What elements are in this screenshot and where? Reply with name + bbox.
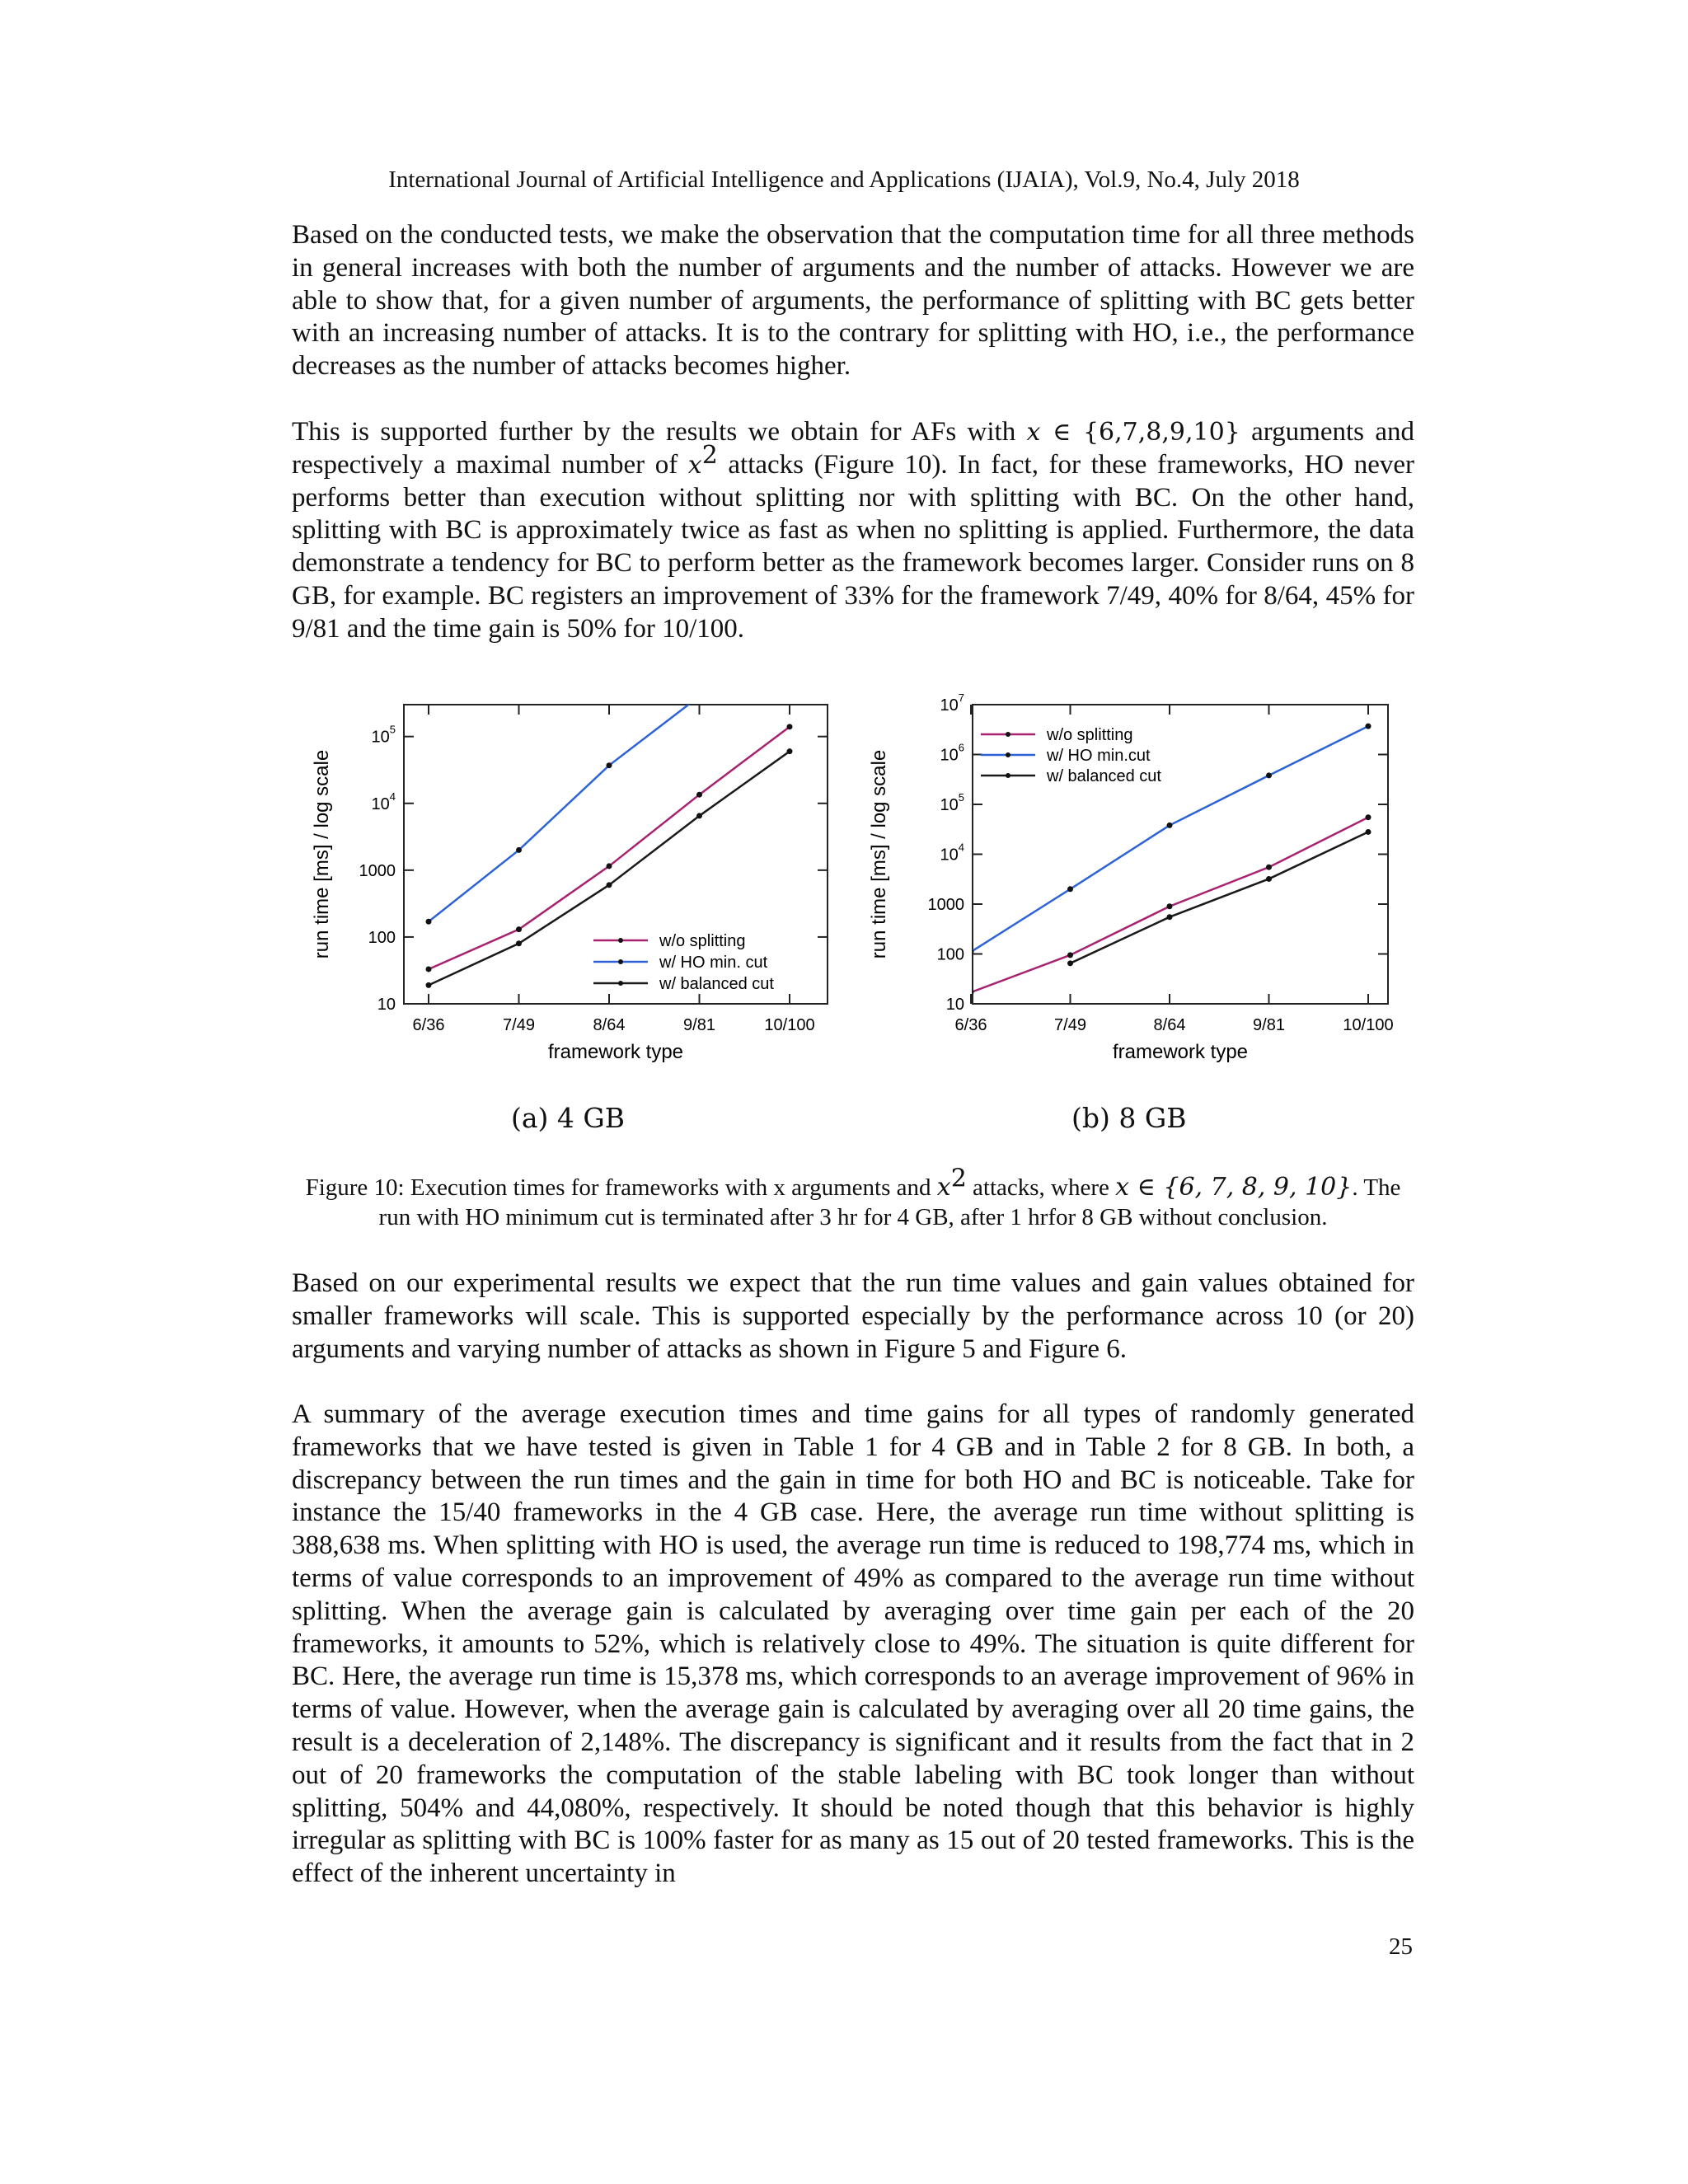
x-tick-label: 7/49 <box>503 1016 535 1034</box>
journal-header: International Journal of Artificial Intelligence and Applications (IJAIA), Vol.9, No.4, July 2018 <box>388 166 1300 193</box>
data-point <box>1266 876 1272 882</box>
caption-text-a: Figure 10: Execution times for frameworks with x arguments and <box>305 1174 937 1201</box>
data-point <box>696 693 702 699</box>
legend-marker <box>1006 732 1010 737</box>
figure-caption <box>292 1164 1414 1232</box>
data-point <box>1067 952 1073 958</box>
data-point <box>607 762 612 768</box>
caption-text-c: . The run with HO minimum cut is terminated after 3 hr for 4 GB, after 1 hrfor 8 GB without conclusion. <box>378 1174 1401 1230</box>
subcaption-a: (a) 4 GB <box>511 1102 626 1134</box>
x-axis-label: framework type <box>1112 1041 1249 1063</box>
legend-label: w/ HO min. cut <box>659 954 768 972</box>
y-tick-label: $10^5$ <box>371 723 396 747</box>
subcaption-b: (b) 8 GB <box>1071 1102 1187 1134</box>
y-tick-label: $10^4$ <box>371 790 396 813</box>
x-tick-label: 9/81 <box>683 1016 715 1034</box>
data-point <box>1266 772 1272 778</box>
data-point <box>426 966 432 972</box>
x-tick-label: 9/81 <box>1253 1016 1285 1034</box>
series-group <box>968 724 1372 996</box>
y-tick-exponent: 5 <box>958 791 964 804</box>
data-point <box>426 982 432 988</box>
y-tick-label: 100 <box>368 928 396 947</box>
data-point <box>1167 903 1173 909</box>
legend-label: w/ balanced cut <box>1047 767 1161 785</box>
legend-label: w/ HO min.cut <box>1047 747 1151 765</box>
x-tick-label: 8/64 <box>593 1016 626 1034</box>
x-tick-label: 10/100 <box>764 1016 815 1034</box>
data-point <box>516 940 522 946</box>
legend-label: w/ balanced cut <box>659 975 774 993</box>
x-axis-label: framework type <box>547 1041 684 1063</box>
series-line-w-ho-min-cut <box>429 696 700 921</box>
caption-math-exponent: 2 <box>950 1164 967 1193</box>
series-line-w-balanced-cut <box>1071 832 1369 963</box>
paragraph-2-text-a: This is supported further by the results we obtain for AFs with <box>292 417 1027 447</box>
data-point <box>696 813 702 818</box>
data-point <box>787 748 793 754</box>
y-tick-label: 1000 <box>927 896 964 914</box>
data-point <box>1067 886 1073 892</box>
data-point <box>607 882 612 888</box>
legend-label: w/o splitting <box>1047 726 1133 744</box>
data-point <box>1366 829 1372 835</box>
legend-marker <box>618 981 623 986</box>
y-tick-exponent: 5 <box>389 723 396 736</box>
caption-math-set: x ∈ {6, 7, 8, 9, 10} <box>1115 1173 1353 1202</box>
math-exponent: 2 <box>701 440 718 470</box>
math-x: x <box>1026 418 1041 447</box>
y-axis-label: run time [ms] / log scale <box>868 749 890 959</box>
data-point <box>1366 814 1372 820</box>
paragraph-2 <box>292 416 1414 646</box>
data-point <box>787 724 793 729</box>
y-tick-label: 10 <box>377 996 396 1014</box>
data-point <box>516 926 522 932</box>
paragraph-2-text-b: arguments and respectively a maximal number of <box>292 417 1414 480</box>
y-tick-label: 100 <box>936 945 964 964</box>
x-tick-label: 8/64 <box>1153 1016 1186 1034</box>
data-point <box>1067 960 1073 966</box>
paragraph-3: Based on our experimental results we expect that the run time values and gain values obtained for smaller frameworks will scale. This is supported especially by the performance across 10 (or 20) arguments and varying number of attacks as shown in Figure 5 and Figure 6. <box>292 1268 1414 1364</box>
y-tick-label: $10^7$ <box>940 692 964 715</box>
paragraph-2-text-c: attacks (Figure 10). In fact, for these frameworks, HO never performs better than execution without splitting nor with splitting with BC. On the other hand, splitting with BC is approximately twice as fast as when no splitting is applied. Furthermore, the data demonstrate a tendency for BC to perform better as the framework becomes larger. Consider runs on 8 GB, for example. BC registers an improvement of 33% for the framework 7/49, 40% for 8/64, 45% for 9/81 and the time gain is 50% for 10/100. <box>292 449 1414 644</box>
y-tick-label: $10^5$ <box>940 791 964 814</box>
legend-marker <box>618 959 623 964</box>
y-tick-exponent: 4 <box>958 841 964 854</box>
chart-8gb <box>865 692 1409 1080</box>
legend-marker <box>1006 752 1010 757</box>
data-point <box>696 792 702 798</box>
y-tick-exponent: 4 <box>389 790 396 803</box>
x-tick-label: 7/49 <box>1054 1016 1086 1034</box>
paragraph-1: Based on the conducted tests, we make the observation that the computation time for all three methods in general increases with both the number of arguments and the number of attacks. However we are able to show that, for a given number of arguments, the performance of splitting with BC gets better with an increasing number of attacks. It is to the contrary for splitting with HO, i.e., the performance decreases as the number of attacks becomes higher. <box>292 220 1414 382</box>
y-axis-label: run time [ms] / log scale <box>311 749 333 959</box>
legend-marker <box>618 938 623 943</box>
x-tick-label: 6/36 <box>954 1016 987 1034</box>
x-tick-label: 10/100 <box>1343 1016 1394 1034</box>
data-point <box>516 847 522 853</box>
math-set: ∈ {6,7,8,9,10} <box>1040 418 1240 447</box>
data-point <box>968 949 974 954</box>
y-tick-exponent: 6 <box>958 741 964 754</box>
legend-label: w/o splitting <box>659 932 746 950</box>
y-tick-exponent: 7 <box>958 692 964 704</box>
data-point <box>607 863 612 869</box>
math-x-squared: x <box>687 450 702 480</box>
x-tick-label: 6/36 <box>412 1016 445 1034</box>
caption-math-x: x <box>936 1173 951 1202</box>
y-tick-label: $10^6$ <box>940 741 964 765</box>
legend-marker <box>1006 773 1010 778</box>
page-number: 25 <box>1389 1933 1413 1960</box>
caption-text-b: attacks, where <box>966 1174 1116 1201</box>
data-point <box>1266 865 1272 870</box>
y-tick-label: 10 <box>945 996 964 1014</box>
data-point <box>1167 914 1173 920</box>
data-point <box>426 919 432 925</box>
data-point <box>1167 823 1173 828</box>
data-point <box>1366 724 1372 729</box>
paragraph-4: A summary of the average execution times and time gains for all types of randomly generated frameworks that we have tested is given in Table 1 for 4 GB and in Table 2 for 8 GB. In both, a discrepancy between the run times and the gain in time for both HO and BC is noticeable. Take for instance the 15/40 frameworks in the 4 GB case. Here, the average run time without splitting is 388,638 ms. When splitting with HO is used, the average run time is reduced to 198,774 ms, which in terms of value corresponds to an improvement of 49% as compared to the average run time without splitting. When the average gain is calculated by averaging over time gain per each of the 20 frameworks, it amounts to 52%, which is relatively close to 49%. The situation is quite different for BC. Here, the average run time is 15,378 ms, which corresponds to an average improvement of 96% in terms of value. However, when the average gain is calculated by averaging over all 20 time gains, the result is a deceleration of 2,148%. The discrepancy is significant and it results from the fact that in 2 out of 20 frameworks the computation of the stable labeling with BC took longer than without splitting, 504% and 44,080%, respectively. It should be noted though that this behavior is highly irregular as splitting with BC is 100% faster for as many as 15 out of 20 tested frameworks. This is the effect of the inherent uncertainty in <box>292 1399 1414 1889</box>
y-tick-label: 1000 <box>359 861 396 880</box>
plot-frame <box>973 705 1388 1004</box>
chart-4gb <box>303 692 839 1080</box>
y-tick-label: $10^4$ <box>940 841 964 865</box>
